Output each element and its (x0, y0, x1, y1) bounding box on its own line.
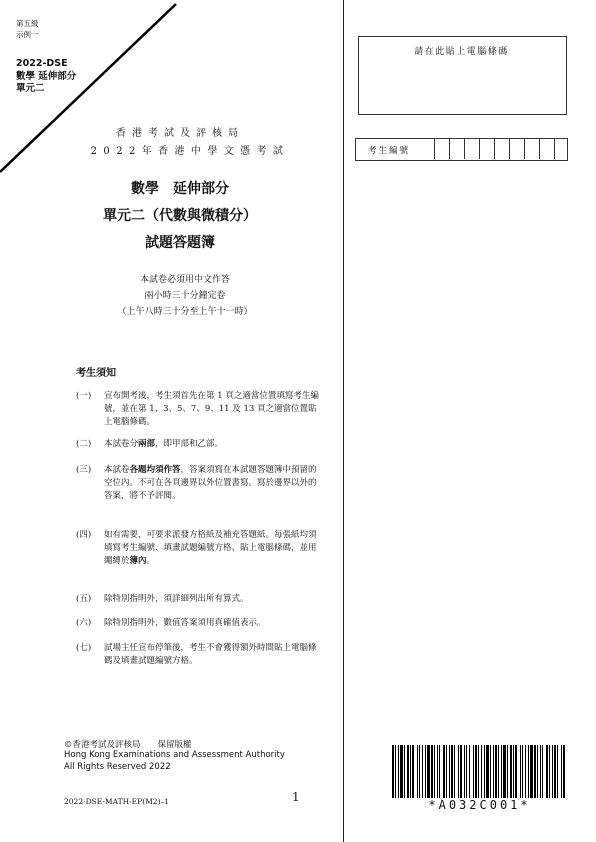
barcode-bar (454, 745, 455, 798)
barcode-bar (495, 745, 497, 798)
barcode-bar (481, 745, 482, 798)
barcode-bar (458, 745, 459, 798)
barcode-bar (542, 745, 543, 798)
barcode-bar (478, 745, 479, 798)
barcode-bar (417, 745, 418, 798)
candidate-digit-cell[interactable] (539, 138, 554, 159)
barcode-bar (507, 745, 508, 798)
barcode-bar (520, 745, 521, 798)
title-booklet: 試題答題簿 (145, 235, 215, 251)
barcode-bar (395, 745, 396, 798)
notice-item-3: (三) 本試卷各題均須作答，答案須寫在本試題答題簿中預留的空位內。不可在各頁邊界以外位置書寫。寫於邊界以外的答案，將不予評閱。 (76, 465, 317, 501)
candidate-digit-cell[interactable] (479, 138, 494, 159)
barcode-bar (540, 745, 541, 798)
exam-code: 2022-DSE (16, 58, 68, 69)
barcode-bar (475, 745, 477, 798)
barcode-bar (419, 745, 420, 798)
duration: 兩小時三十分鐘完卷 (144, 291, 226, 301)
subject-line: 數學 延伸部分 (16, 70, 77, 82)
barcode-sticker-label: 請在此貼上電腦條碼 (414, 47, 509, 57)
barcode-bar (466, 745, 467, 798)
notice-item-4: (四) 如有需要，可要求派發方格紙及補充答題紙。每張紙均須填寫考生編號、填畫試題編號方格、貼上電腦條碼，並用繩縛於簿內。 (76, 530, 317, 566)
barcode-bar (522, 745, 523, 798)
barcode-bar (398, 745, 399, 798)
barcode-bar (490, 745, 491, 798)
barcode-bar (528, 745, 529, 798)
barcode-bar (557, 745, 558, 798)
barcode-bar (563, 745, 565, 798)
candidate-digit-cell[interactable] (449, 138, 464, 159)
barcode-bar (498, 745, 499, 798)
barcode-bar (439, 745, 440, 798)
barcode-bar (431, 745, 433, 798)
candidate-digit-cell[interactable] (494, 138, 509, 159)
barcode-bar (427, 745, 430, 798)
candidate-number-cells (434, 138, 569, 161)
barcode-bar (525, 745, 526, 798)
barcode-bar (537, 745, 538, 798)
barcode-bar (469, 745, 470, 798)
barcode-bar (515, 745, 517, 798)
title-subject: 數學 延伸部分 (131, 181, 229, 197)
barcode-bar (546, 745, 548, 798)
copyright-rights: All Rights Reserved 2022 (64, 762, 171, 772)
barcode-bar (437, 745, 438, 798)
barcode-bar (554, 745, 556, 798)
candidate-digit-cell[interactable] (464, 138, 479, 159)
paper-code: 2022-DSE-MATH-EP(M2)–1 (64, 797, 170, 806)
language-instruction: 本試卷必須用中文作答 (139, 275, 230, 285)
candidate-digit-cell[interactable] (434, 138, 449, 159)
barcode-bar (530, 745, 533, 798)
barcode-bar (451, 745, 453, 798)
authority-name: 香港考試及評核局 (116, 128, 244, 139)
barcode-bar (407, 745, 409, 798)
notice-item-2: (二) 本試卷分兩部，即甲部和乙部。 (76, 439, 224, 449)
exam-name: 2022年香港中學文憑考試 (90, 146, 290, 157)
notice-item-5: (五) 除特別指明外，須詳細列出所有算式。 (76, 594, 249, 604)
barcode-bar (493, 745, 494, 798)
module-line: 單元二 (16, 83, 45, 94)
barcode-bar (404, 745, 405, 798)
barcode-bar (449, 745, 450, 798)
barcode-bar (392, 745, 394, 798)
barcode-number: *A032C001* (428, 798, 531, 812)
barcode-bar (552, 745, 553, 798)
copyright-english: Hong Kong Examinations and Assessment Authority (64, 750, 285, 760)
notice-item-7: (七) 試場主任宣布停筆後，考生不會獲得額外時間貼上電腦條碼及填畫試題編號方格。 (76, 643, 317, 666)
barcode-bar (534, 745, 536, 798)
candidate-digit-cell[interactable] (554, 138, 569, 159)
barcode-bar (464, 745, 465, 798)
barcode-bar (513, 745, 514, 798)
barcode-bar (422, 745, 423, 798)
notice-title: 考生須知 (76, 368, 116, 379)
barcode-bar (484, 745, 485, 798)
barcode-bar (561, 745, 562, 798)
barcode-bar (443, 745, 445, 798)
corner-bold-text (16, 58, 76, 96)
sample-label: 示例一 (16, 30, 39, 39)
barcode-bar (412, 745, 414, 798)
barcode-bar (486, 745, 489, 798)
barcode-bar (549, 745, 550, 798)
page-divider (343, 0, 344, 842)
barcode-bar (400, 745, 403, 798)
candidate-number-label: 考生編號 (368, 146, 411, 156)
copyright-chinese: ©香港考試及評核局 保留版權 (64, 740, 192, 750)
barcode-bar (425, 745, 426, 798)
exam-time: （上午八時三十分至上午十一時） (117, 307, 253, 317)
candidate-digit-cell[interactable] (509, 138, 524, 159)
barcode-bar (501, 745, 502, 798)
barcode-bar (410, 745, 411, 798)
barcode-bar (446, 745, 447, 798)
title-module: 單元二（代數與微積分） (103, 208, 257, 224)
barcode-bar (510, 745, 512, 798)
barcode-bar (503, 745, 506, 798)
barcode-image (392, 745, 567, 798)
barcode-bar (473, 745, 474, 798)
barcode-bar (434, 745, 435, 798)
corner-small-text (16, 18, 39, 40)
page-number: 1 (292, 790, 300, 804)
barcode-bar (460, 745, 462, 798)
notice-item-1: (一) 宣布開考後，考生須首先在第 1 頁之適當位置填寫考生編號，並在第 1、3、5、7、9、11 及 13 頁之適當位置貼上電腦條碼。 (76, 391, 319, 427)
level-label: 第五級 (16, 19, 39, 28)
candidate-digit-cell[interactable] (524, 138, 539, 159)
notice-item-6: (六) 除特別指明外，數值答案須用真確值表示。 (76, 618, 266, 628)
